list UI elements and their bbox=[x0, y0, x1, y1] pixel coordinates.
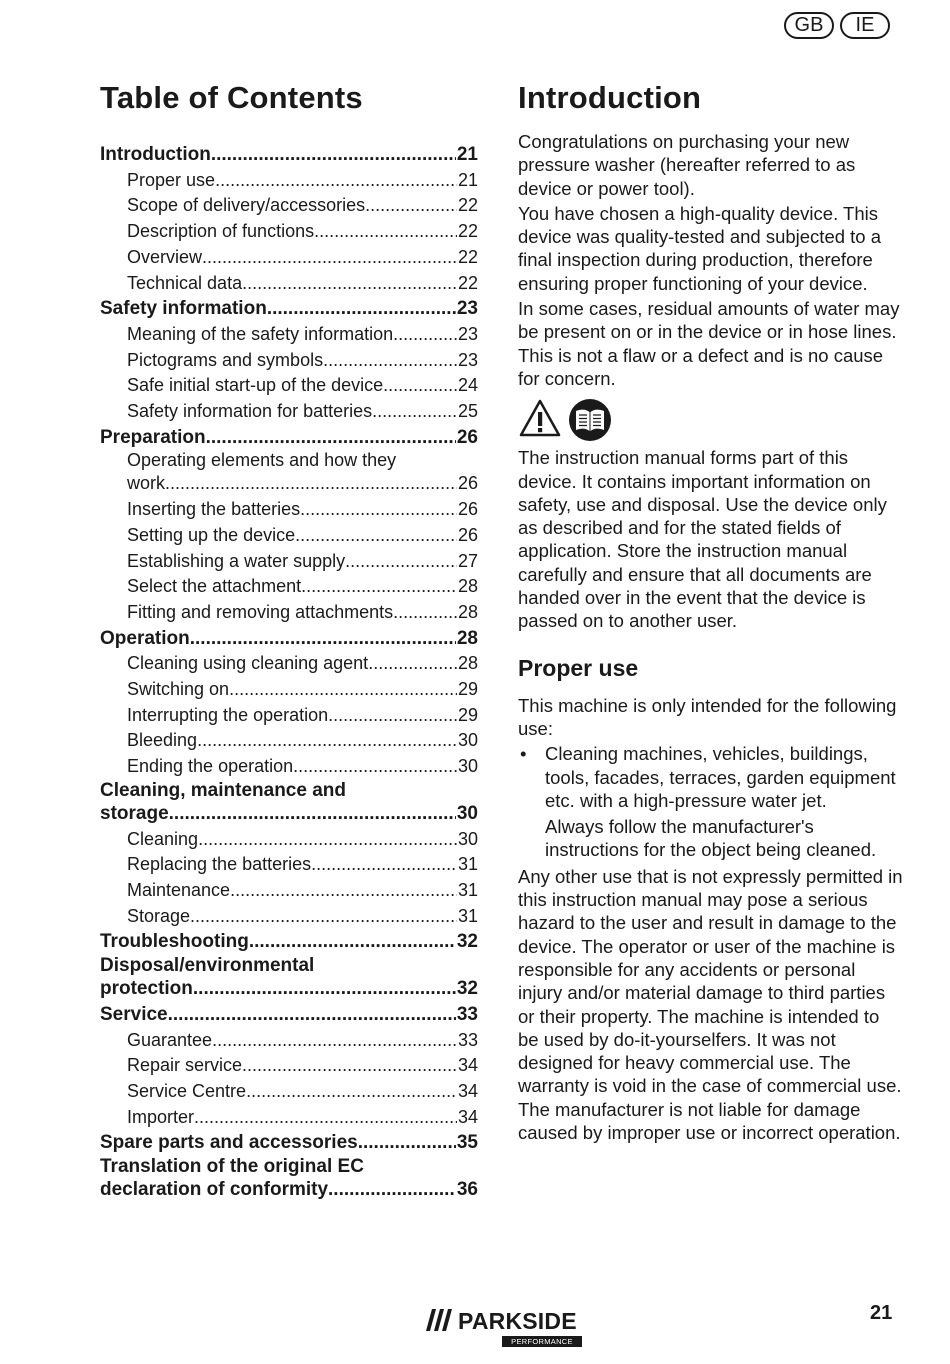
toc-entry-label: storage bbox=[100, 802, 169, 824]
toc-entry bbox=[100, 626, 478, 652]
toc-leader-dots bbox=[168, 1002, 456, 1028]
toc-entry bbox=[100, 728, 478, 754]
parkside-logo bbox=[426, 1308, 577, 1346]
toc-entry-label: Establishing a water supply bbox=[127, 550, 346, 571]
toc-entry-label: Storage bbox=[127, 905, 191, 926]
toc-entry bbox=[100, 168, 478, 194]
toc-entry-label: Cleaning bbox=[127, 828, 199, 849]
toc-entry-label: Interrupting the operation bbox=[127, 704, 329, 725]
toc-entry bbox=[100, 1002, 478, 1028]
toc-entry-page: 23 bbox=[457, 323, 478, 344]
language-badge-ie: IE bbox=[840, 12, 890, 39]
brand-subline: PERFORMANCE bbox=[502, 1336, 582, 1347]
toc-entry-label: Guarantee bbox=[127, 1029, 213, 1050]
read-manual-icon bbox=[568, 398, 612, 442]
toc-leader-dots bbox=[246, 1079, 457, 1105]
toc-leader-dots bbox=[314, 219, 457, 245]
toc-entry-label: Safe initial start-up of the device bbox=[127, 375, 384, 396]
brand-name: PARKSIDE bbox=[458, 1308, 577, 1334]
toc-entry bbox=[100, 193, 478, 219]
toc-entry bbox=[100, 827, 478, 853]
toc-leader-dots bbox=[383, 373, 457, 399]
toc-leader-dots bbox=[230, 878, 457, 904]
toc-entry-label: Fitting and removing attachments bbox=[127, 601, 394, 622]
toc-entry bbox=[100, 399, 478, 425]
toc-leader-dots bbox=[212, 1028, 457, 1054]
toc-entry-page: 28 bbox=[457, 653, 478, 674]
toc-entry bbox=[100, 296, 478, 322]
intro-column bbox=[518, 76, 903, 1146]
toc-entry-label: Overview bbox=[127, 246, 203, 267]
toc-entry-page: 31 bbox=[457, 879, 478, 900]
intro-paragraph-3: In some cases, residual amounts of water may be present on or in the device or in hose lines. This is not a flaw or a defect and is no cause for concern. bbox=[518, 298, 900, 389]
toc-entry bbox=[100, 976, 478, 1002]
toc-entry-label: Translation of the original EC bbox=[100, 1156, 364, 1178]
toc-entry-page: 32 bbox=[456, 978, 478, 1000]
toc-entry-label: Bleeding bbox=[127, 730, 198, 751]
toc-entry bbox=[100, 245, 478, 271]
toc-entry bbox=[100, 549, 478, 575]
toc-entry bbox=[100, 677, 478, 703]
toc-entry-label: Description of functions bbox=[127, 221, 315, 242]
toc-entry-page: 22 bbox=[457, 272, 478, 293]
toc-title: Table of Contents bbox=[100, 80, 363, 115]
toc-entry bbox=[100, 651, 478, 677]
toc-entry bbox=[100, 1053, 478, 1079]
toc-entry-label: Select the attachment bbox=[127, 576, 302, 597]
toc-leader-dots bbox=[295, 523, 457, 549]
toc-entry bbox=[100, 271, 478, 297]
brand-stripes-icon bbox=[426, 1309, 454, 1331]
toc-leader-dots bbox=[328, 703, 457, 729]
toc-entry-page: 30 bbox=[456, 802, 478, 824]
toc-leader-dots bbox=[249, 929, 456, 955]
toc-leader-dots bbox=[229, 677, 457, 703]
toc-leader-dots bbox=[393, 600, 457, 626]
toc-entry bbox=[100, 574, 478, 600]
toc-entry-label: Maintenance bbox=[127, 879, 231, 900]
safety-icons bbox=[518, 398, 903, 442]
list-item: • Cleaning machines, vehicles, buildings, tools, facades, terraces, garden equipment etc. with a high-pressure water jet. bbox=[518, 742, 903, 812]
proper-use-list bbox=[518, 742, 903, 812]
toc-entry-label: Service Centre bbox=[127, 1080, 247, 1101]
toc-entry-label: Safety information bbox=[100, 298, 267, 320]
proper-use-heading: Proper use bbox=[518, 654, 639, 681]
toc-leader-dots bbox=[190, 626, 456, 652]
toc-entry bbox=[100, 703, 478, 729]
toc-entry-page: 26 bbox=[457, 473, 478, 494]
toc-entry-label: Replacing the batteries bbox=[127, 854, 312, 875]
toc-entry-page: 33 bbox=[457, 1029, 478, 1050]
toc-entry-label: Setting up the device bbox=[127, 524, 296, 545]
toc-entry bbox=[100, 754, 478, 780]
toc-entry-page: 36 bbox=[456, 1179, 478, 1201]
toc-entry-label: Importer bbox=[127, 1106, 195, 1127]
proper-use-closing: Any other use that is not expressly permitted in this instruction manual may pose a serious hazard to the user and result in damage to the device. The operator or user of the machine is responsible for any accidents or personal injury and/or material damage to third parties or their property. The machine is intended to be used by do-it-yourselfers. It was not designed for heavy commercial use. The warranty is void in the case of commercial use. The manufacturer is not liable for damage caused by improper use or incorrect operation. bbox=[518, 865, 903, 1143]
toc-entry bbox=[100, 1028, 478, 1054]
toc-leader-dots bbox=[365, 193, 457, 219]
toc-leader-dots bbox=[198, 827, 457, 853]
toc-leader-dots bbox=[206, 425, 456, 451]
toc-entry-page: 34 bbox=[457, 1080, 478, 1101]
toc-entry bbox=[100, 523, 478, 549]
toc-entry-page: 35 bbox=[456, 1132, 478, 1154]
toc-leader-dots bbox=[194, 1105, 457, 1131]
toc-entry-label: Safety information for batteries bbox=[127, 401, 373, 422]
toc-entry-label: declaration of conformity bbox=[100, 1179, 329, 1201]
toc-leader-dots bbox=[165, 471, 457, 497]
toc-entry-page: 33 bbox=[456, 1003, 478, 1025]
toc-list bbox=[100, 142, 478, 1203]
toc-entry-page: 26 bbox=[457, 499, 478, 520]
toc-entry-label: Disposal/environmental bbox=[100, 955, 315, 977]
toc-entry-page: 30 bbox=[457, 730, 478, 751]
toc-entry-page: 21 bbox=[457, 169, 478, 190]
toc-entry-label: Pictograms and symbols bbox=[127, 349, 324, 370]
toc-leader-dots bbox=[300, 497, 457, 523]
toc-entry-page: 23 bbox=[456, 298, 478, 320]
toc-leader-dots bbox=[345, 549, 457, 575]
language-badge-gb: GB bbox=[784, 12, 834, 39]
toc-entry bbox=[100, 801, 478, 827]
toc-entry-page: 25 bbox=[457, 401, 478, 422]
toc-entry-page: 30 bbox=[457, 756, 478, 777]
toc-entry-page: 31 bbox=[457, 854, 478, 875]
toc-leader-dots bbox=[368, 651, 457, 677]
toc-entry-page: 26 bbox=[456, 426, 478, 448]
toc-entry bbox=[100, 425, 478, 451]
toc-leader-dots bbox=[202, 245, 457, 271]
toc-leader-dots bbox=[372, 399, 457, 425]
toc-entry-page: 21 bbox=[456, 144, 478, 165]
toc-entry-page: 31 bbox=[457, 905, 478, 926]
toc-entry-page: 28 bbox=[457, 601, 478, 622]
toc-entry bbox=[100, 348, 478, 374]
toc-entry-label: Operation bbox=[100, 627, 190, 649]
toc-entry-label: Cleaning using cleaning agent bbox=[127, 653, 369, 674]
toc-entry-label: Proper use bbox=[127, 169, 216, 190]
toc-entry-page: 22 bbox=[457, 195, 478, 216]
toc-entry-label: Operating elements and how they bbox=[127, 450, 397, 471]
toc-entry bbox=[100, 219, 478, 245]
toc-entry-label: Troubleshooting bbox=[100, 931, 249, 953]
toc-entry-page: 22 bbox=[457, 246, 478, 267]
toc-entry-label: Inserting the batteries bbox=[127, 499, 301, 520]
toc-leader-dots bbox=[293, 754, 457, 780]
proper-use-note: Always follow the manufacturer's instructions for the object being cleaned. bbox=[545, 816, 877, 861]
toc-leader-dots bbox=[190, 904, 457, 930]
toc-entry bbox=[100, 471, 478, 497]
toc-leader-dots bbox=[323, 348, 457, 374]
toc-entry-page: 22 bbox=[457, 221, 478, 242]
toc-entry bbox=[100, 322, 478, 348]
toc-entry-page: 29 bbox=[457, 704, 478, 725]
toc-leader-dots bbox=[358, 1130, 456, 1156]
toc-entry-page: 23 bbox=[457, 349, 478, 370]
toc-entry bbox=[100, 497, 478, 523]
toc-entry bbox=[100, 1105, 478, 1131]
toc-entry bbox=[100, 142, 478, 168]
intro-title: Introduction bbox=[518, 80, 702, 115]
toc-leader-dots bbox=[169, 801, 456, 827]
toc-leader-dots bbox=[393, 322, 457, 348]
toc-entry-label: Preparation bbox=[100, 426, 206, 448]
toc-entry bbox=[100, 878, 478, 904]
intro-paragraph-1: Congratulations on purchasing your new pressure washer (hereafter referred to as device or power tool). bbox=[518, 131, 856, 199]
toc-entry bbox=[100, 600, 478, 626]
toc-leader-dots bbox=[215, 168, 457, 194]
toc-entry-label: Cleaning, maintenance and bbox=[100, 779, 346, 801]
toc-column bbox=[100, 76, 478, 1203]
toc-entry bbox=[100, 852, 478, 878]
toc-entry bbox=[100, 1079, 478, 1105]
toc-leader-dots bbox=[267, 296, 456, 322]
toc-entry-page: 32 bbox=[456, 931, 478, 953]
toc-entry-page: 28 bbox=[456, 627, 478, 649]
toc-entry bbox=[100, 904, 478, 930]
toc-leader-dots bbox=[311, 852, 457, 878]
proper-use-lead: This machine is only intended for the following use: bbox=[518, 694, 897, 739]
toc-entry-label: Switching on bbox=[127, 679, 230, 700]
toc-entry bbox=[100, 373, 478, 399]
toc-entry-label: work bbox=[127, 473, 166, 494]
toc-leader-dots bbox=[242, 1053, 457, 1079]
toc-entry bbox=[100, 929, 478, 955]
toc-entry-label: Repair service bbox=[127, 1055, 243, 1076]
toc-leader-dots bbox=[193, 976, 456, 1002]
toc-entry-page: 34 bbox=[457, 1106, 478, 1127]
toc-leader-dots bbox=[242, 271, 457, 297]
toc-entry bbox=[100, 1177, 478, 1203]
toc-entry-page: 34 bbox=[457, 1055, 478, 1076]
toc-entry bbox=[100, 1130, 478, 1156]
toc-entry-label: Meaning of the safety information bbox=[127, 323, 394, 344]
toc-entry-label: Introduction bbox=[100, 144, 211, 165]
toc-entry-label: protection bbox=[100, 978, 193, 1000]
intro-paragraph-2: You have chosen a high-quality device. This device was quality-tested and subjected to a final inspection during production, therefore ensuring proper functioning of your device. bbox=[518, 202, 882, 294]
toc-entry-page: 24 bbox=[457, 375, 478, 396]
manual-paragraph: The instruction manual forms part of this device. It contains important information on safety, use and disposal. Use the device only as described and for the stated fields of application. Store the instruction manual carefully and ensure that all documents are handed over in the event that the device is passed on to another user. bbox=[518, 447, 887, 632]
toc-leader-dots bbox=[328, 1177, 456, 1203]
toc-entry-page: 30 bbox=[457, 828, 478, 849]
toc-entry-page: 26 bbox=[457, 524, 478, 545]
toc-entry-page: 27 bbox=[457, 550, 478, 571]
toc-entry-label: Spare parts and accessories bbox=[100, 1132, 358, 1154]
warning-triangle-icon bbox=[518, 398, 562, 438]
toc-leader-dots bbox=[211, 142, 456, 168]
toc-entry-label: Scope of delivery/accessories bbox=[127, 195, 366, 216]
toc-entry-page: 29 bbox=[457, 679, 478, 700]
toc-leader-dots bbox=[197, 728, 457, 754]
toc-entry-label: Service bbox=[100, 1003, 168, 1025]
toc-leader-dots bbox=[301, 574, 457, 600]
page-number: 21 bbox=[870, 1302, 893, 1324]
toc-entry-page: 28 bbox=[457, 576, 478, 597]
toc-entry-label: Technical data bbox=[127, 272, 243, 293]
toc-entry-label: Ending the operation bbox=[127, 756, 294, 777]
